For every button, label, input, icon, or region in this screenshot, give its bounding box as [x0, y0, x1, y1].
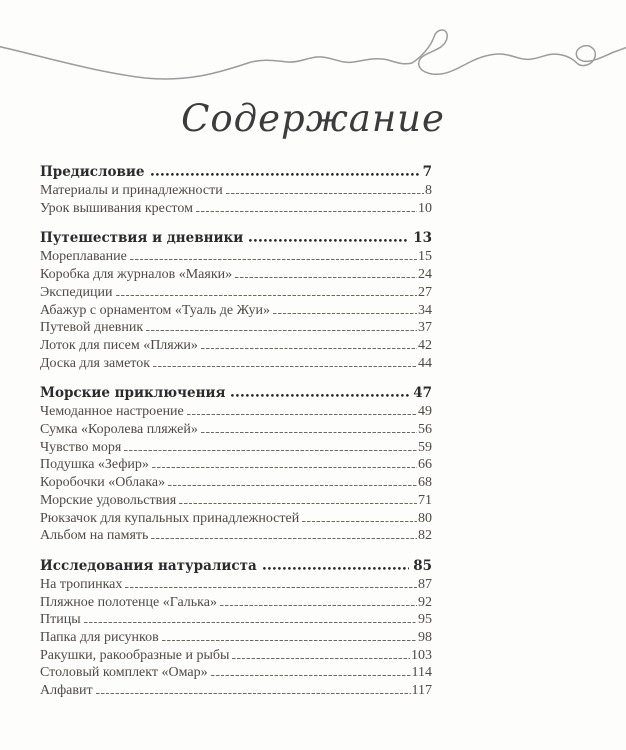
toc-section-items	[40, 182, 432, 217]
toc-item-title: Подушка «Зефир»	[40, 457, 149, 473]
dash-leader	[211, 672, 411, 676]
toc-item	[40, 492, 432, 510]
toc-section-items	[40, 576, 432, 700]
toc-item-page-number: 56	[418, 422, 432, 438]
toc-item-title: Ракушки, ракообразные и рыбы	[40, 647, 230, 663]
toc-section-title: Морские приключения	[40, 385, 226, 402]
dot-leader	[231, 392, 409, 397]
toc-item	[40, 510, 432, 528]
toc-item-page-number: 42	[418, 337, 432, 353]
toc-item	[40, 319, 432, 337]
toc-item	[40, 527, 432, 545]
toc-item-title: Алфавит	[40, 683, 93, 699]
toc-item-title: Чемоданное настроение	[40, 404, 184, 420]
toc-item-page-number: 68	[418, 475, 432, 491]
thread-squiggle-decoration	[0, 0, 626, 100]
toc-item	[40, 182, 432, 200]
toc-section	[40, 162, 432, 217]
toc-item	[40, 248, 432, 266]
toc-section	[40, 383, 432, 545]
toc-section	[40, 228, 432, 372]
toc-section-title: Предисловие	[40, 164, 145, 180]
toc-item-page-number: 10	[418, 200, 432, 216]
page-title: Содержание	[181, 97, 445, 140]
toc-section-header	[40, 162, 432, 182]
toc-item-title: Столовый комплект «Омар»	[40, 665, 208, 681]
dash-leader	[273, 310, 417, 314]
toc-item	[40, 302, 432, 320]
toc-item	[40, 629, 432, 647]
toc-item-title: Птицы	[40, 612, 81, 628]
toc-section-items	[40, 403, 432, 545]
dash-leader	[302, 518, 417, 522]
dash-leader	[168, 482, 417, 486]
dash-leader	[146, 327, 417, 331]
dot-leader	[263, 565, 410, 570]
toc-section-title: Путешествия и дневники	[40, 230, 244, 247]
toc-item	[40, 682, 432, 700]
toc-item-page-number: 37	[418, 320, 432, 336]
dash-leader	[187, 411, 417, 415]
toc-item-title: Коробка для журналов «Маяки»	[40, 267, 233, 283]
toc-item-page-number: 95	[418, 612, 432, 628]
toc-item-title: Коробочки «Облака»	[40, 475, 166, 491]
toc-item-title: На тропинках	[40, 576, 123, 592]
dash-leader	[201, 345, 417, 349]
toc-item-page-number: 8	[425, 183, 432, 198]
toc-item-page-number: 71	[418, 492, 432, 508]
dot-leader	[249, 237, 409, 242]
toc-item-page-number: 92	[418, 594, 432, 610]
toc-item-page-number: 103	[411, 647, 432, 663]
toc-section-header	[40, 383, 432, 403]
toc-item	[40, 594, 432, 612]
toc-item-title: Морские удовольствия	[40, 492, 177, 508]
toc-item-page-number: 87	[418, 576, 432, 592]
dash-leader	[84, 619, 417, 623]
toc-item-title: Чувство моря	[40, 439, 122, 455]
dash-leader	[179, 500, 417, 504]
toc-item-title: Урок вышивания крестом	[40, 200, 193, 216]
toc-item	[40, 421, 432, 439]
toc-item	[40, 456, 432, 474]
toc-item-title: Материалы и принадлежности	[40, 183, 223, 198]
toc-item-title: Мореплавание	[40, 249, 127, 265]
toc-item-title: Доска для заметок	[40, 355, 151, 371]
toc-section	[40, 556, 432, 700]
toc-item-title: Папка для рисунков	[40, 630, 159, 646]
toc-item	[40, 611, 432, 629]
toc-item-title: Путевой дневник	[40, 320, 144, 336]
toc-item	[40, 403, 432, 421]
dash-leader	[226, 190, 424, 194]
toc-item-page-number: 117	[411, 683, 432, 699]
toc-item-page-number: 27	[418, 284, 432, 300]
toc-item-title: Экспедиции	[40, 284, 113, 300]
toc-item-page-number: 98	[418, 630, 432, 646]
dash-leader	[151, 535, 417, 539]
toc-item	[40, 200, 432, 218]
toc-item	[40, 266, 432, 284]
toc-item-page-number: 15	[418, 249, 432, 265]
dot-leader	[151, 171, 419, 176]
toc-item-title: Лоток для писем «Пляжи»	[40, 337, 198, 353]
toc-item-page-number: 24	[418, 267, 432, 283]
dash-leader	[220, 602, 417, 606]
toc-item-title: Абажур с орнаментом «Туаль де Жуи»	[40, 302, 270, 318]
toc-item-page-number: 80	[418, 510, 432, 526]
dash-leader	[116, 292, 417, 296]
dash-leader	[235, 274, 417, 278]
toc-section-items	[40, 248, 432, 372]
toc-item-page-number: 59	[418, 439, 432, 455]
toc-item	[40, 355, 432, 373]
dash-leader	[130, 256, 417, 260]
dash-leader	[196, 208, 417, 212]
toc-section-header	[40, 228, 432, 248]
toc-item	[40, 439, 432, 457]
toc-item-title: Пляжное полотенце «Галька»	[40, 594, 217, 610]
toc-item-page-number: 49	[418, 404, 432, 420]
toc-item-page-number: 82	[418, 528, 432, 544]
toc-item-page-number: 66	[418, 457, 432, 473]
toc-section-header	[40, 556, 432, 576]
toc-item-page-number: 34	[418, 302, 432, 318]
dash-leader	[96, 690, 411, 694]
toc-item	[40, 284, 432, 302]
dash-leader	[152, 464, 417, 468]
toc-section-title: Исследования натуралиста	[40, 557, 257, 574]
table-of-contents	[40, 162, 432, 700]
dash-leader	[124, 447, 417, 451]
toc-item	[40, 664, 432, 682]
toc-item-title: Рюкзачок для купальных принадлежностей	[40, 510, 300, 526]
toc-item	[40, 647, 432, 665]
dash-leader	[162, 637, 417, 641]
toc-section-page-number: 13	[413, 230, 432, 247]
toc-item-title: Альбом на память	[40, 528, 149, 544]
toc-item	[40, 474, 432, 492]
toc-item-page-number: 114	[411, 665, 432, 681]
dash-leader	[201, 429, 417, 433]
toc-item	[40, 576, 432, 594]
dash-leader	[125, 584, 417, 588]
toc-item-page-number: 44	[418, 355, 432, 371]
toc-item	[40, 337, 432, 355]
dash-leader	[153, 363, 417, 367]
toc-section-page-number: 7	[422, 164, 432, 180]
toc-section-page-number: 85	[413, 557, 432, 574]
toc-item-title: Сумка «Королева пляжей»	[40, 422, 198, 438]
toc-section-page-number: 47	[413, 385, 432, 402]
dash-leader	[232, 655, 410, 659]
